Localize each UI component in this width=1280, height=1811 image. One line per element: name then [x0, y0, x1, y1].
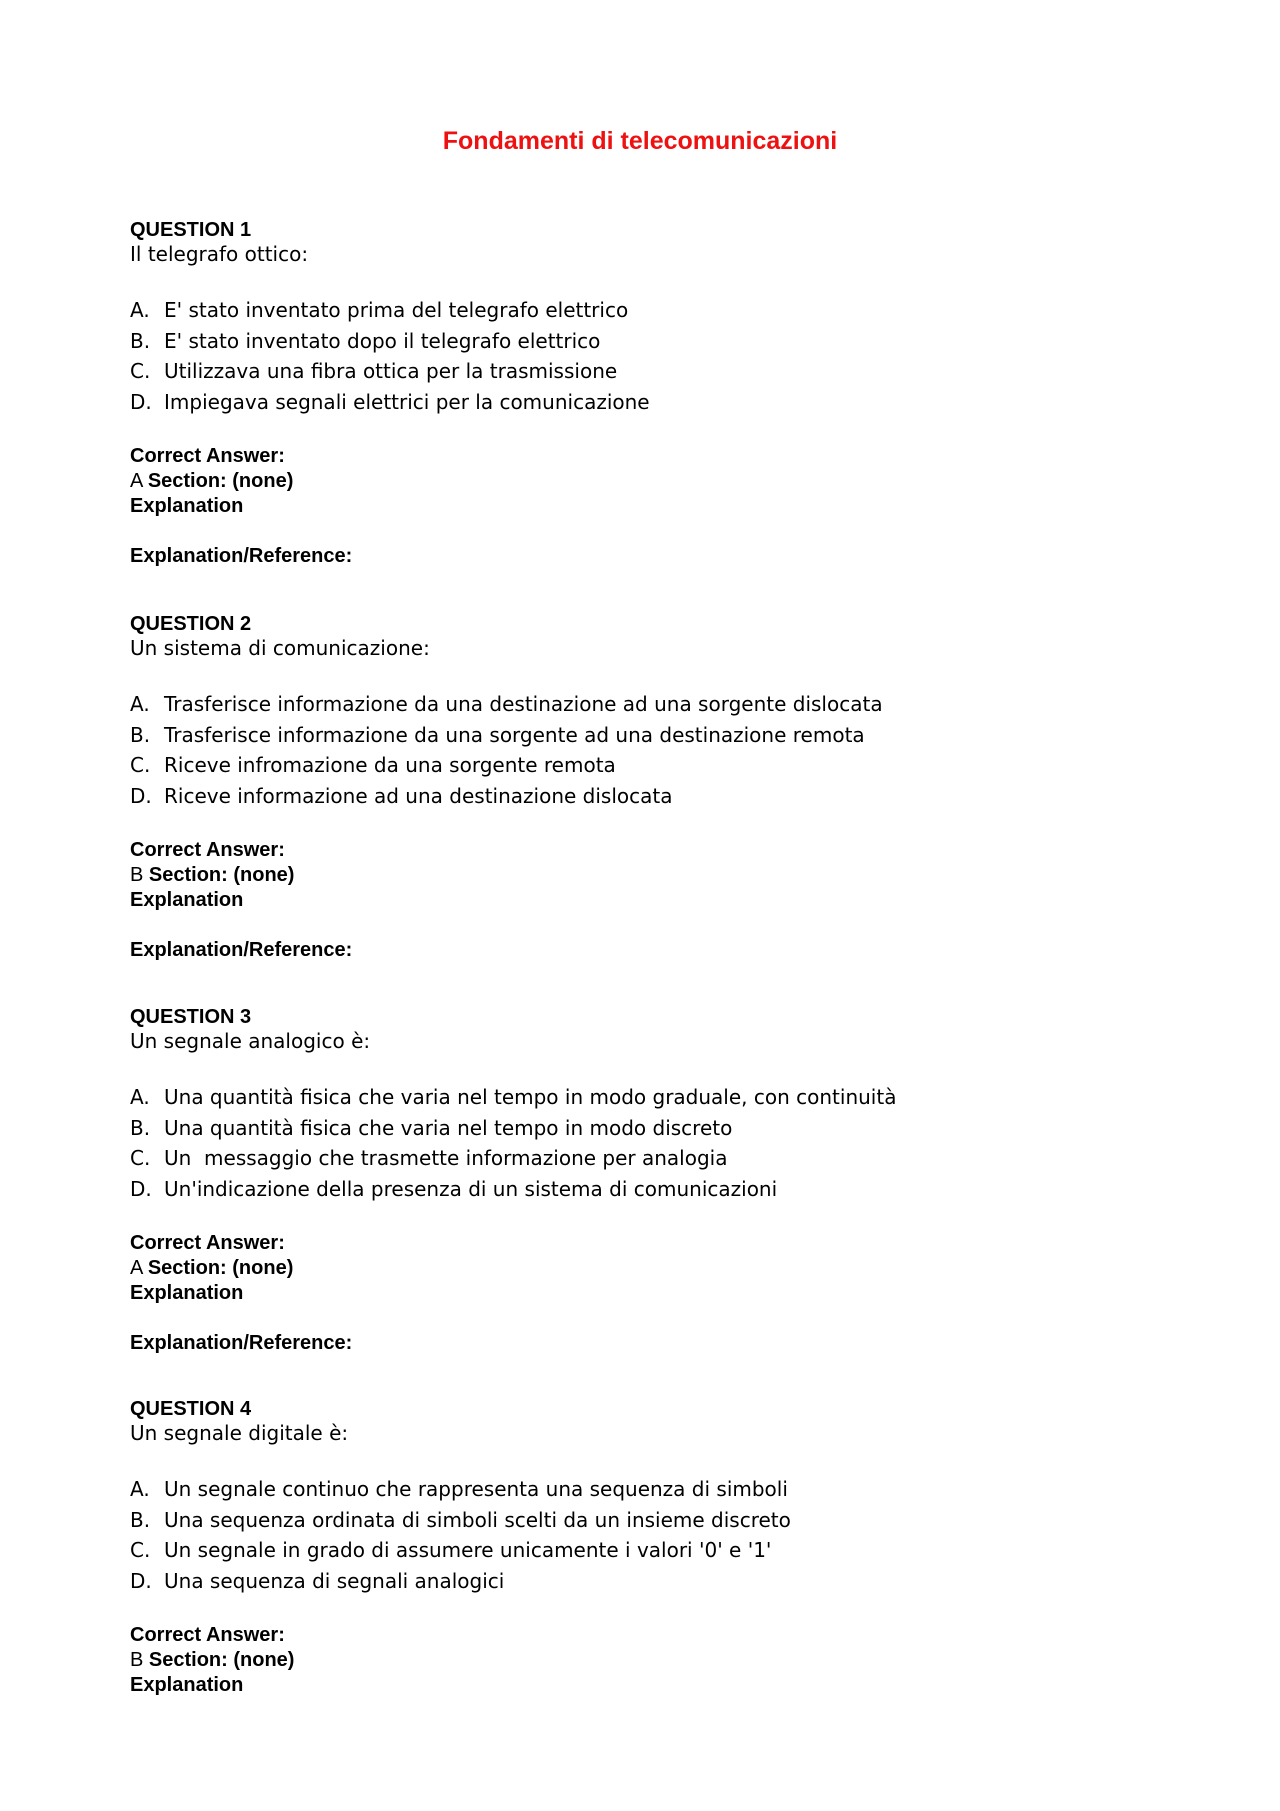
option-letter: D.: [130, 1176, 152, 1201]
option-text: Un messaggio che trasmette informazione per analogia: [164, 1146, 728, 1170]
option-text: Riceve infromazione da una sorgente remota: [164, 753, 616, 777]
option-text: Impiegava segnali elettrici per la comunicazione: [164, 389, 650, 414]
explanation-label: Explanation: [130, 1282, 244, 1304]
question-text: Un sistema di comunicazione:: [130, 636, 430, 660]
option-b: [130, 1113, 1150, 1144]
answer-value: B: [130, 864, 144, 886]
option-text: Un segnale continuo che rappresenta una sequenza di simboli: [164, 1477, 788, 1501]
options-list: [130, 295, 1150, 417]
option-letter: C.: [130, 359, 151, 383]
options-list: [130, 689, 1150, 811]
option-d: [130, 781, 1150, 812]
option-a: [130, 295, 1150, 326]
explanation-reference-label: Explanation/Reference:: [130, 939, 353, 961]
question-text: Un segnale digitale è:: [130, 1421, 349, 1445]
section-label: Section: (none): [148, 1649, 295, 1671]
option-letter: C.: [130, 1146, 151, 1170]
option-a: [130, 1474, 1150, 1505]
question-heading: QUESTION 1: [130, 219, 252, 241]
option-letter: B.: [130, 722, 151, 747]
correct-answer-label: Correct Answer:: [130, 445, 285, 467]
correct-answer-label: Correct Answer:: [130, 839, 285, 861]
option-letter: D.: [130, 389, 152, 414]
answer-block: [130, 838, 1150, 913]
option-text: E' stato inventato prima del telegrafo elettrico: [164, 298, 629, 322]
option-d: [130, 387, 1150, 418]
option-text: Un'indicazione della presenza di un sistema di comunicazioni: [164, 1176, 778, 1201]
question-heading: QUESTION 4: [130, 1398, 252, 1420]
options-list: [130, 1082, 1150, 1204]
explanation-reference-label: Explanation/Reference:: [130, 1332, 353, 1354]
answer-block: [130, 1231, 1150, 1306]
option-text: Un segnale in grado di assumere unicamente i valori '0' e '1': [164, 1538, 772, 1562]
option-letter: D.: [130, 783, 152, 808]
option-b: [130, 326, 1150, 357]
answer-value: A: [130, 470, 143, 492]
section-label: Section: (none): [147, 1257, 294, 1279]
question-text: Il telegrafo ottico:: [130, 242, 309, 266]
option-text: Trasferisce informazione da una destinazione ad una sorgente dislocata: [164, 692, 883, 716]
question-block: [130, 218, 1150, 589]
option-text: Una sequenza ordinata di simboli scelti da un insieme discreto: [164, 1507, 791, 1532]
question-block: [130, 1397, 1150, 1698]
option-a: [130, 1082, 1150, 1113]
explanation-label: Explanation: [130, 889, 244, 911]
question-text: Un segnale analogico è:: [130, 1029, 371, 1053]
option-letter: A.: [130, 1085, 150, 1109]
option-text: Una quantità fisica che varia nel tempo in modo graduale, con continuità: [164, 1085, 897, 1109]
option-text: Una quantità fisica che varia nel tempo in modo discreto: [164, 1115, 733, 1140]
question-block: [130, 612, 1150, 983]
option-text: Riceve informazione ad una destinazione dislocata: [164, 783, 673, 808]
option-d: [130, 1566, 1150, 1597]
option-b: [130, 1505, 1150, 1536]
options-list: [130, 1474, 1150, 1596]
option-text: Utilizzava una fibra ottica per la trasmissione: [164, 359, 618, 383]
option-text: Una sequenza di segnali analogici: [164, 1568, 505, 1593]
explanation-label: Explanation: [130, 495, 244, 517]
answer-block: [130, 1623, 1150, 1698]
option-c: [130, 750, 1150, 781]
answer-block: [130, 444, 1150, 519]
correct-answer-label: Correct Answer:: [130, 1624, 285, 1646]
question-block: [130, 1005, 1150, 1376]
question-heading: QUESTION 2: [130, 613, 252, 635]
option-b: [130, 720, 1150, 751]
question-heading: QUESTION 3: [130, 1006, 252, 1028]
section-label: Section: (none): [148, 864, 295, 886]
option-letter: A.: [130, 1477, 150, 1501]
option-text: E' stato inventato dopo il telegrafo elettrico: [164, 328, 601, 353]
answer-value: B: [130, 1649, 144, 1671]
section-label: Section: (none): [147, 470, 294, 492]
option-letter: B.: [130, 328, 151, 353]
option-letter: D.: [130, 1568, 152, 1593]
option-letter: B.: [130, 1115, 151, 1140]
option-c: [130, 1143, 1150, 1174]
explanation-label: Explanation: [130, 1674, 244, 1696]
document-title: Fondamenti di telecomunicazioni: [442, 127, 838, 155]
option-letter: C.: [130, 1538, 151, 1562]
option-a: [130, 689, 1150, 720]
option-letter: C.: [130, 753, 151, 777]
answer-value: A: [130, 1257, 143, 1279]
option-c: [130, 1535, 1150, 1566]
correct-answer-label: Correct Answer:: [130, 1232, 285, 1254]
option-text: Trasferisce informazione da una sorgente ad una destinazione remota: [164, 722, 865, 747]
option-letter: B.: [130, 1507, 151, 1532]
option-letter: A.: [130, 692, 150, 716]
explanation-reference-label: Explanation/Reference:: [130, 545, 353, 567]
option-letter: A.: [130, 298, 150, 322]
option-c: [130, 356, 1150, 387]
option-d: [130, 1174, 1150, 1205]
